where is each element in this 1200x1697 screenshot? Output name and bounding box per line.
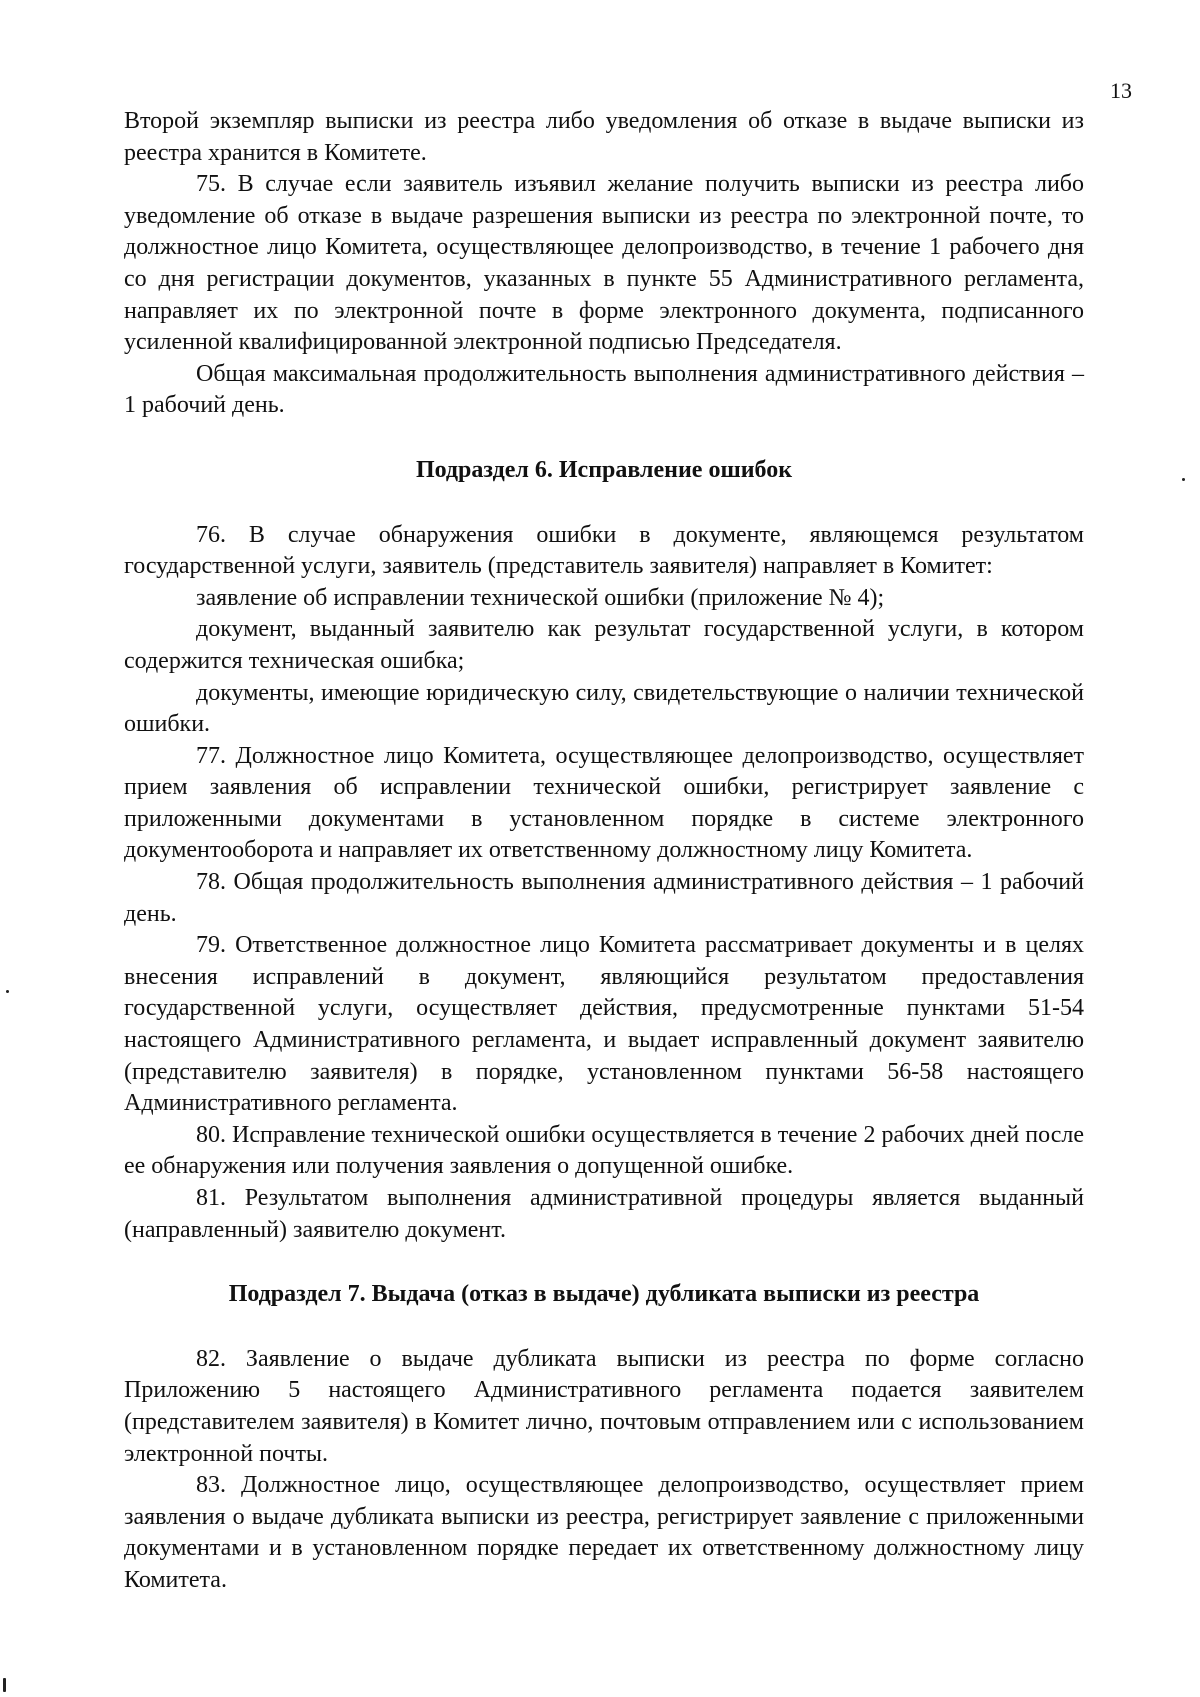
paragraph: 83. Должностное лицо, осуществляющее делопроизводство, осуществляет прием заявления о выдаче дубликата выписки из реестра, регистрирует заявление с приложенными документами и в установленном порядке передает их ответственному должностному лицу Комитета.	[124, 1472, 1084, 1593]
document-body	[124, 106, 1084, 1597]
paragraph: Общая максимальная продолжительность выполнения административного действия – 1 рабочий день.	[124, 360, 1084, 419]
paragraph: заявление об исправлении технической ошибки (приложение № 4);	[196, 584, 885, 611]
paragraph: 79. Ответственное должностное лицо Комитета рассматривает документы и в целях внесения исправлений в документ, являющийся результатом предоставления государственной услуги, осуществляет действия, предусмотренные пунктами 51-54 настоящего Административного регламента, и выдает исправленный документ заявителю (представителю заявителя) в порядке, установленном пунктами 56-58 настоящего Административного регламента.	[124, 932, 1084, 1117]
section-spacer	[124, 1311, 1084, 1344]
paragraph: 75. В случае если заявитель изъявил желание получить выписки из реестра либо уведомление об отказе в выдаче разрешения выписки из реестра по электронной почте, то должностное лицо Комитета, осуществляющее делопроизводство, в течение 1 рабочего дня со дня регистрации документов, указанных в пункте 55 Административного регламента, направляет их по электронной почте в форме электронного документа, подписанного усиленной квалифицированной электронной подписью Председателя.	[124, 171, 1084, 356]
paragraph: 77. Должностное лицо Комитета, осуществляющее делопроизводство, осуществляет прием заявления об исправлении технической ошибки, регистрирует заявление с приложенными документами в установленном порядке в системе электронного документооборота и направляет их ответственному должностному лицу Комитета.	[124, 742, 1084, 864]
scan-artifact	[1182, 478, 1185, 481]
section-spacer	[124, 1246, 1084, 1279]
paragraph: 82. Заявление о выдаче дубликата выписки из реестра по форме согласно Приложению 5 настоящего Административного регламента подается заявителем (представителем заявителя) в Комитет лично, почтовым отправлением или с использованием электронной почты.	[124, 1345, 1084, 1467]
paragraph: 80. Исправление технической ошибки осуществляется в течение 2 рабочих дней после ее обнаружения или получения заявления о допущенной ошибке.	[124, 1121, 1084, 1180]
section-heading: Подраздел 7. Выдача (отказ в выдаче) дубликата выписки из реестра	[228, 1281, 980, 1308]
paragraph: 78. Общая продолжительность выполнения административного действия – 1 рабочий день.	[124, 869, 1084, 927]
scan-artifact	[3, 1678, 6, 1692]
paragraph: документ, выданный заявителю как результат государственной услуги, в котором содержится техническая ошибка;	[124, 616, 1084, 674]
section-spacer	[124, 487, 1084, 520]
scan-artifact	[6, 990, 9, 993]
paragraph: документы, имеющие юридическую силу, свидетельствующие о наличии технической ошибки.	[124, 679, 1084, 738]
paragraph: Второй экземпляр выписки из реестра либо уведомления об отказе в выдаче выписки из реестра хранится в Комитете.	[124, 108, 1084, 166]
paragraph: 76. В случае обнаружения ошибки в документе, являющемся результатом государственной услуги, заявитель (представитель заявителя) направляет в Комитет:	[124, 521, 1084, 580]
section-heading: Подраздел 6. Исправление ошибок	[415, 456, 793, 483]
page-number: 13	[1110, 78, 1132, 103]
section-spacer	[124, 422, 1084, 455]
paragraph: 81. Результатом выполнения административной процедуры является выданный (направленный) заявителю документ.	[124, 1185, 1084, 1243]
